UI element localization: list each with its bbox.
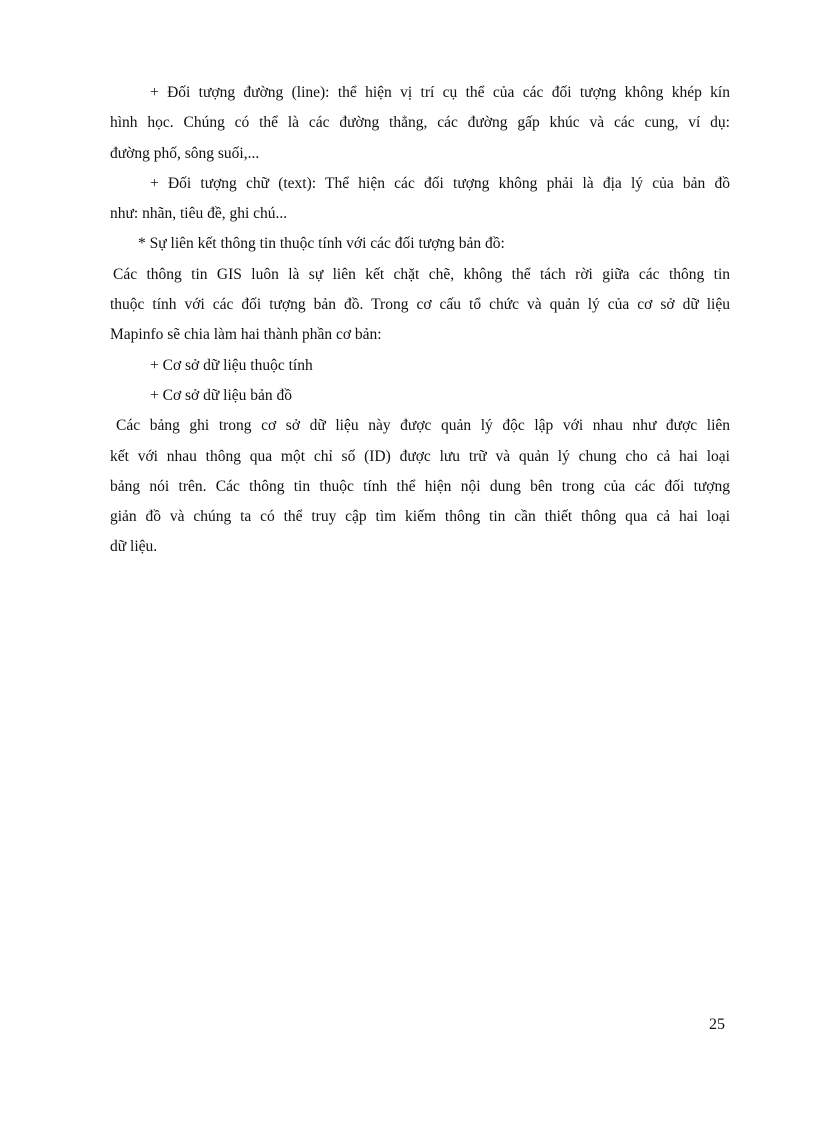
paragraph-line: hình học. Chúng có thể là các đường thẳng, các đường gấp khúc và các cung, ví dụ: (110, 114, 730, 132)
paragraph-line: giản đồ và chúng ta có thể truy cập tìm kiếm thông tin cần thiết thông qua cả hai loại (110, 508, 730, 526)
list-item-attribute-db: + Cơ sở dữ liệu thuộc tính (150, 356, 313, 374)
paragraph-line: bảng nói trên. Các thông tin thuộc tính thể hiện nội dung bên trong của các đối tượng (110, 477, 730, 495)
paragraph-line-object-line: + Đối tượng đường (line): thể hiện vị trí cụ thể của các đối tượng không khép kín (150, 84, 730, 101)
paragraph-line: đường phố, sông suối,... (110, 144, 260, 162)
paragraph-line: thuộc tính với các đối tượng bản đồ. Trong cơ cấu tổ chức và quản lý của cơ sở dữ liệu (110, 296, 730, 314)
paragraph-line: Các thông tin GIS luôn là sự liên kết chặt chẽ, không thể tách rời giữa các thông tin (113, 265, 730, 283)
paragraph-line: kết với nhau thông qua một chỉ số (ID) được lưu trữ và quản lý chung cho cả hai loại (110, 447, 730, 465)
paragraph-line-object-text: + Đối tượng chữ (text): Thể hiện các đối tượng không phải là địa lý của bản đồ (150, 174, 730, 192)
body-text (110, 78, 730, 563)
section-heading-attribute-link: * Sự liên kết thông tin thuộc tính với các đối tượng bản đồ: (138, 235, 505, 253)
page-number: 25 (709, 1016, 725, 1033)
list-item-map-db: + Cơ sở dữ liệu bản đồ (150, 386, 293, 404)
paragraph-line: như: nhãn, tiêu đề, ghi chú... (110, 205, 288, 223)
paragraph-line: Mapinfo sẽ chia làm hai thành phần cơ bản: (110, 326, 382, 344)
paragraph-line: Các bảng ghi trong cơ sở dữ liệu này được quản lý độc lập với nhau như được liên (116, 417, 730, 435)
paragraph-line: dữ liệu. (110, 538, 158, 556)
